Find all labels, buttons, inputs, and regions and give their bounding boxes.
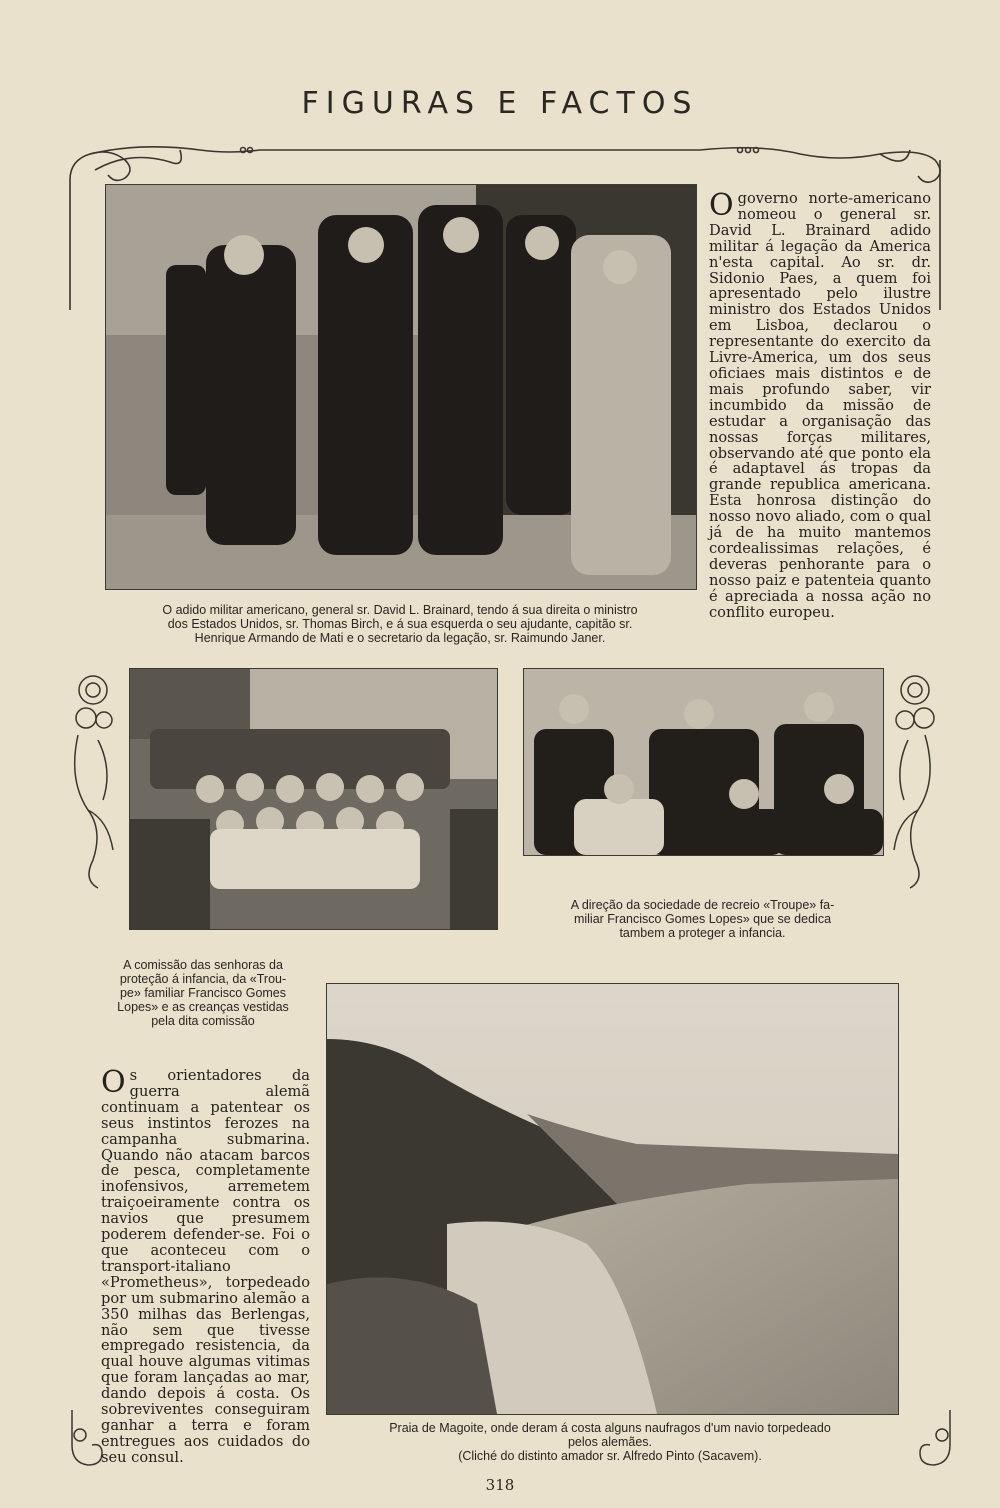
caption-line: A comissão das senhoras da bbox=[123, 958, 283, 972]
photo-committee-caption bbox=[96, 958, 310, 1028]
photo-praia-caption bbox=[315, 1421, 905, 1463]
dropcap: O bbox=[709, 188, 734, 223]
caption-line: pelos alemães. bbox=[567, 1435, 653, 1449]
photo-beach-illustration bbox=[327, 984, 898, 1414]
caption-line: O adido militar americano, general sr. David L. Brainard, tendo á sua direita o ministro bbox=[162, 603, 638, 617]
left-floral-ornament bbox=[58, 660, 128, 900]
photo-diplomats-illustration bbox=[106, 185, 696, 589]
caption-line: miliar Francisco Gomes Lopes» que se dedica bbox=[573, 912, 832, 926]
photo-troupe-illustration bbox=[524, 669, 883, 855]
caption-line: proteção á infancia, da «Trou- bbox=[119, 972, 287, 986]
photo-committee-illustration bbox=[130, 669, 497, 929]
right-floral-ornament bbox=[880, 660, 950, 900]
photo-committee-ladies bbox=[129, 668, 498, 930]
dropcap: O bbox=[101, 1065, 126, 1100]
photo-troupe-direction bbox=[523, 668, 884, 856]
caption-line: dos Estados Unidos, sr. Thomas Birch, e á sua esquerda o seu ajudante, capitão sr. bbox=[167, 617, 633, 631]
caption-line: pe» familiar Francisco Gomes bbox=[119, 986, 287, 1000]
caption-line: A direção da sociedade de recreio «Troupe» fa- bbox=[570, 898, 835, 912]
caption-line: (Cliché do distinto amador sr. Alfredo Pinto (Sacavem). bbox=[458, 1449, 762, 1463]
photo-diplomats bbox=[105, 184, 697, 590]
article-text: governo norte-americano nomeou o general sr. David L. Brainard adido militar á legação da America n'esta capital. Ao sr. dr. Sidonio Paes, a quem foi apresentado pelo ilustre ministro dos Estados Unidos em Lisboa, declarou o representante do exercito da Livre-America, um dos seus oficiaes mais distintos e de mais profundo saber, vir incumbido da missão de estudar a organisação das nossas forças militares, observando até que ponto ela é adaptavel ás tropas da grande republica americana. Esta honrosa distinção do nosso novo aliado, com o qual já de ha muito mantemos cordealissimas relações, é deveras penhorante para o nosso paiz e patenteia quanto é apreciada a nossa ação no conflito europeu. bbox=[709, 190, 931, 621]
article-submarine bbox=[101, 1065, 310, 1466]
page-title: FIGURAS E FACTOS bbox=[301, 86, 699, 121]
photo-troupe-caption bbox=[505, 898, 900, 940]
photo-praia-magoite bbox=[326, 983, 899, 1415]
caption-line: Lopes» e as creanças vestidas bbox=[117, 1000, 289, 1014]
bottom-right-ornament bbox=[905, 1405, 965, 1475]
photo-diplomats-caption bbox=[80, 603, 720, 645]
caption-line: Praia de Magoite, onde deram á costa alguns naufragos d'um navio torpedeado bbox=[389, 1421, 831, 1435]
caption-line: Henrique Armando de Mati e o secretario da legação, sr. Raimundo Janer. bbox=[194, 631, 606, 645]
article-brainard bbox=[709, 188, 931, 621]
caption-line: pela dita comissão bbox=[151, 1014, 255, 1028]
page-number: 318 bbox=[485, 1476, 515, 1494]
article-text: s orientadores da guerra alemã continuam a patentear os seus instintos ferozes na campanha submarina. Quando não atacam barcos de pesca, completamente inofensivos, arremetem traiçoeiramente contra os navios que presumem poderem defender-se. Foi o que aconteceu com o transport-italiano «Prometheus», torpedeado por um submarino alemão a 350 milhas das Berlengas, não sem que tivesse empregado resistencia, da qual houve algumas vitimas que foram lançadas ao mar, dando depois á costa. Os sobreviventes conseguiram ganhar a terra e foram entregues aos cuidados do seu consul. bbox=[101, 1067, 310, 1466]
caption-line: tambem a proteger a infancia. bbox=[619, 926, 786, 940]
